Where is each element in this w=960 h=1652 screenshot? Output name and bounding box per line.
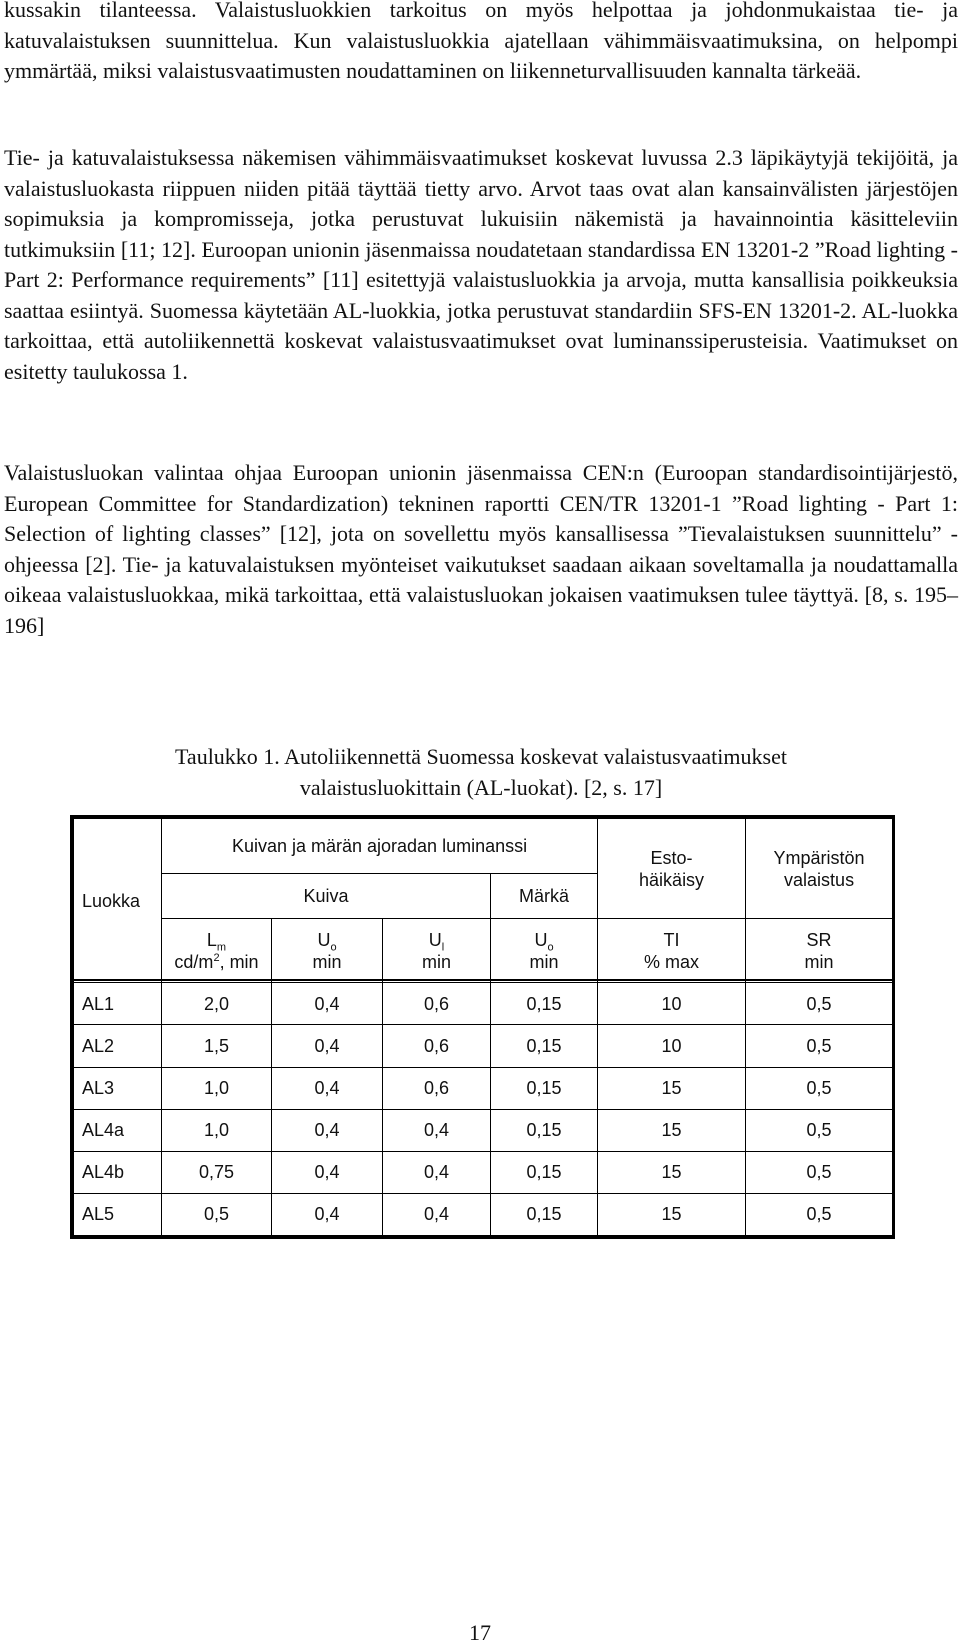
table-cell: 0,4 bbox=[272, 1151, 383, 1193]
table-cell: 0,5 bbox=[162, 1193, 272, 1235]
header-ti: TI % max bbox=[598, 919, 746, 983]
table-cell: 0,5 bbox=[746, 1109, 893, 1151]
paragraph-1: kussakin tilanteessa. Valaistusluokkien tarkoitus on myös helpottaa ja johdonmukaistaa tie- ja katuvalaistuksen suunnittelua. Kun valaistusluokkia ajatellaan vähimmäisvaatimuksina, on helpompi ymmärtää, miksi valaistusvaatimusten noudattaminen on liikenneturvallisuuden kannalta tärkeää. bbox=[4, 0, 958, 83]
paragraph-2: Tie- ja katuvalaistuksessa näkemisen vähimmäisvaatimukset koskevat luvussa 2.3 läpikäytyjä tekijöitä, ja valaistusluokasta riippuen niiden pitää täyttää tietty arvo. Arvot taas ovat alan kansainvälisten järjestöjen sopimuksia ja kompromisseja, jotka perustuvat lukuisiin näkemistä ja havainnointia käsitteleviin tutkimuksiin [11; 12]. Euroopan unionin jäsenmaissa noudatetaan standardissa EN 13201-2 ”Road lighting - Part 2: Performance requirements” [11] esitettyjä valaistusluokkia ja arvoja, mutta kansallisia poikkeuksia saattaa esiintyä. Suomessa käytetään AL-luokkia, jotka perustuvat standardiin SFS-EN 13201-2. AL-luokka tarkoittaa, että autoliikennettä koskevat valaistusvaatimukset ovat luminanssiperusteisia. Vaatimukset on esitetty taulukossa 1. bbox=[4, 145, 958, 384]
table-row bbox=[74, 1193, 893, 1235]
table-cell: 0,6 bbox=[383, 1067, 491, 1109]
header-marka: Märkä bbox=[491, 874, 598, 919]
table-caption bbox=[4, 742, 958, 803]
row-class-cell: AL3 bbox=[74, 1067, 162, 1109]
table-cell: 0,5 bbox=[746, 1151, 893, 1193]
table-cell: 0,4 bbox=[383, 1193, 491, 1235]
table-cell: 0,4 bbox=[383, 1109, 491, 1151]
table-cell: 0,4 bbox=[383, 1151, 491, 1193]
table-cell: 15 bbox=[598, 1067, 746, 1109]
table-cell: 1,0 bbox=[162, 1109, 272, 1151]
table-cell: 0,15 bbox=[491, 1151, 598, 1193]
table-caption-line-1: Taulukko 1. Autoliikennettä Suomessa koskevat valaistusvaatimukset bbox=[175, 744, 787, 769]
header-environment-group: Ympäristön valaistus bbox=[746, 819, 893, 919]
header-ul: $U_l$ min bbox=[383, 919, 491, 983]
table-cell: 0,4 bbox=[272, 1067, 383, 1109]
header-uo: $U_o$ min bbox=[272, 919, 383, 983]
row-class-cell: AL4a bbox=[74, 1109, 162, 1151]
table-cell: 15 bbox=[598, 1151, 746, 1193]
header-kuiva: Kuiva bbox=[162, 874, 491, 919]
table-cell: 10 bbox=[598, 983, 746, 1025]
table-row bbox=[74, 1067, 893, 1109]
table-row bbox=[74, 1109, 893, 1151]
row-class-cell: AL5 bbox=[74, 1193, 162, 1235]
table-cell: 0,15 bbox=[491, 1067, 598, 1109]
table-cell: 0,6 bbox=[383, 983, 491, 1025]
table-cell: 0,15 bbox=[491, 1109, 598, 1151]
table-row bbox=[74, 983, 893, 1025]
header-divider bbox=[73, 979, 892, 981]
header-sr: SR min bbox=[746, 919, 893, 983]
table-cell: 1,5 bbox=[162, 1025, 272, 1067]
table-cell: 0,4 bbox=[272, 1193, 383, 1235]
table-cell: 0,5 bbox=[746, 1025, 893, 1067]
table-cell: 0,15 bbox=[491, 983, 598, 1025]
table-cell: 0,5 bbox=[746, 983, 893, 1025]
table-cell: 0,4 bbox=[272, 1025, 383, 1067]
header-uo-wet: $U_o$ min bbox=[491, 919, 598, 983]
table-row bbox=[74, 1025, 893, 1067]
page-number: 17 bbox=[469, 1620, 491, 1645]
table-cell: 0,15 bbox=[491, 1193, 598, 1235]
table-cell: 0,15 bbox=[491, 1025, 598, 1067]
table-cell: 0,4 bbox=[272, 1109, 383, 1151]
table-cell: 1,0 bbox=[162, 1067, 272, 1109]
table-cell: 0,75 bbox=[162, 1151, 272, 1193]
row-class-cell: AL2 bbox=[74, 1025, 162, 1067]
paragraph-3: Valaistusluokan valintaa ohjaa Euroopan unionin jäsenmaissa CEN:n (Euroopan standardisointijärjestö, European Committee for Standardization) tekninen raportti CEN/TR 13201-1 ”Road lighting - Part 1: Selection of lighting classes” [12], jota on sovellettu myös kansallisessa ”Tievalaistuksen suunnittelu” -ohjeessa [2]. Tie- ja katuvalaistuksen myönteiset vaikutukset saadaan aikaan soveltamalla ja noudattamalla oikeaa valaistusluokkaa, mikä tarkoittaa, että valaistusluokan jokaisen vaatimuksen tulee täyttyä. [8, s. 195–196] bbox=[4, 460, 958, 638]
header-lm: $L_m$ $cd/m^2$, min bbox=[162, 919, 272, 983]
table-cell: 0,5 bbox=[746, 1067, 893, 1109]
row-class-cell: AL4b bbox=[74, 1151, 162, 1193]
row-class-cell: AL1 bbox=[74, 983, 162, 1025]
table-cell: 15 bbox=[598, 1193, 746, 1235]
table-cell: 10 bbox=[598, 1025, 746, 1067]
table-cell: 2,0 bbox=[162, 983, 272, 1025]
table-cell: 0,5 bbox=[746, 1193, 893, 1235]
table-cell: 15 bbox=[598, 1109, 746, 1151]
header-glare-group: Esto- häikäisy bbox=[598, 819, 746, 919]
header-luminance-group: Kuivan ja märän ajoradan luminanssi bbox=[162, 819, 598, 874]
lighting-requirements-table bbox=[70, 815, 895, 1239]
table-caption-line-2: valaistusluokittain (AL-luokat). [2, s. 17] bbox=[299, 774, 663, 800]
table-cell: 0,4 bbox=[272, 983, 383, 1025]
table-cell: 0,6 bbox=[383, 1025, 491, 1067]
table-row bbox=[74, 1151, 893, 1193]
header-luokka: Luokka bbox=[74, 819, 162, 983]
